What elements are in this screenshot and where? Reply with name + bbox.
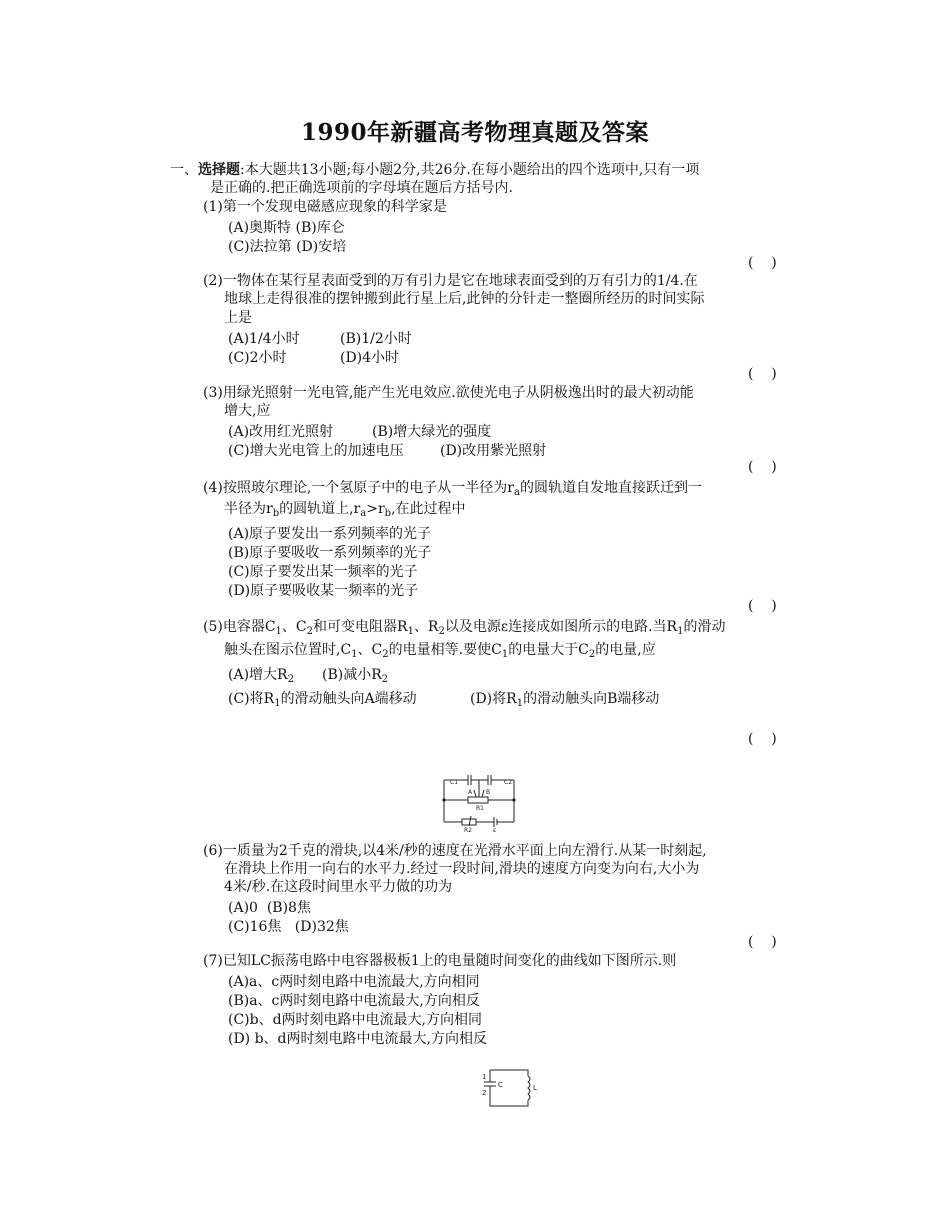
section-intro-cont: 是正确的.把正确选项前的字母填在题后方括号内. (210, 180, 513, 196)
fig5-label-b: B (486, 789, 491, 796)
q5-sub: 1 (274, 698, 281, 709)
fig5-label-c2: C2 (504, 779, 513, 786)
q4-option-a: (A)原子要发出一系列频率的光子 (228, 526, 432, 542)
section-heading (170, 161, 699, 179)
fig5-label-e: ε (493, 827, 497, 832)
q4-text: ,在此过程中 (391, 501, 466, 517)
q4-text: 半径为r (224, 501, 273, 517)
q2-stem-1: (2)一物体在某行星表面受到的万有引力是它在地球表面受到的万有引力的1/4.在 (203, 273, 698, 289)
q5-sub: 1 (407, 626, 414, 637)
q5-sub: 1 (501, 649, 509, 660)
q5-text: (B)减小R (322, 667, 382, 683)
q5-text: 和可变电阻器R (313, 619, 408, 635)
q2-option-c: (C)2小时 (228, 350, 287, 366)
q2-answer-bracket: ( ) (748, 366, 777, 382)
q7-lc-circuit-diagram (478, 1066, 540, 1110)
q7-option-b: (B)a、c两时刻电路中电流最大,方向相反 (228, 993, 480, 1009)
q3-answer-bracket: ( ) (748, 459, 777, 475)
q3-option-a: (A)改用红光照射 (228, 424, 334, 440)
q5-sub: 2 (381, 674, 389, 685)
q5-text: 的电量,应 (595, 642, 656, 658)
q4-sub: a (513, 487, 520, 498)
q7-option-d: (D) b、d两时刻电路中电流最大,方向相反 (228, 1031, 487, 1047)
q5-text: 的滑动触头向A端移动 (280, 691, 417, 707)
q5-stem-1 (203, 618, 725, 636)
q5-option-d (470, 688, 659, 708)
q5-option-b (322, 664, 388, 684)
q1-stem: (1)第一个发现电磁感应现象的科学家是 (203, 199, 447, 215)
q4-sub: a (360, 508, 367, 519)
q1-options-2: (C)法拉第 (D)安培 (228, 239, 347, 255)
fig7-label-plate2: 2 (482, 1089, 487, 1097)
q6-stem-3: 4米/秒.在这段时间里水平力做的功为 (224, 879, 453, 895)
fig7-label-l: L (533, 1084, 537, 1092)
q5-text: 以及电源ε连接成如图所示的电路.当R (444, 619, 678, 635)
q5-stem-2 (224, 641, 656, 659)
q7-option-c: (C)b、d两时刻电路中电流最大,方向相同 (228, 1012, 483, 1028)
q5-text: 、C (357, 642, 383, 658)
fig5-label-a: A (468, 789, 473, 796)
q5-sub: 1 (275, 626, 282, 637)
q7-stem: (7)已知LC振荡电路中电容器极板1上的电量随时间变化的曲线如下图所示.则 (203, 953, 677, 969)
q5-sub: 2 (588, 649, 596, 660)
q5-circuit-diagram (438, 770, 520, 832)
q4-text: >r (366, 501, 385, 517)
page-title: 1990年新疆高考物理真题及答案 (300, 119, 649, 146)
q2-stem-3: 上是 (224, 310, 252, 326)
q6-stem-1: (6)一质量为2千克的滑块,以4米/秒的速度在光滑水平面上向左滑行.从某一时刻起, (203, 843, 707, 859)
q6-options-1: (A)0 (B)8焦 (228, 900, 311, 916)
q5-sub: 2 (287, 674, 294, 685)
q3-option-b: (B)增大绿光的强度 (372, 424, 492, 440)
q4-answer-bracket: ( ) (748, 598, 777, 614)
q5-text: 的电量相等.要使C (388, 642, 502, 658)
q5-option-c (228, 688, 417, 708)
q5-text: 触头在图示位置时,C (224, 642, 352, 658)
q5-text: (C)将R (228, 691, 275, 707)
q4-stem-2 (224, 500, 466, 518)
q1-answer-bracket: ( ) (748, 255, 777, 271)
fig5-label-r1: R1 (476, 805, 484, 812)
q5-text: (D)将R (470, 691, 517, 707)
q5-text: (A)增大R (228, 667, 288, 683)
q5-option-a (228, 664, 294, 684)
q5-sub: 1 (351, 649, 358, 660)
q1-options-1: (A)奥斯特 (B)库仑 (228, 220, 345, 236)
q5-text: 的滑动触头向B端移动 (523, 691, 660, 707)
q6-answer-bracket: ( ) (748, 934, 777, 950)
q5-sub: 1 (677, 626, 684, 637)
q3-option-c: (C)增大光电管上的加速电压 (228, 443, 404, 459)
fig5-label-r2: R2 (464, 827, 472, 832)
q4-stem-1 (203, 479, 702, 497)
q5-text: 的滑动 (683, 619, 726, 635)
q2-stem-2: 地球上走得很准的摆钟搬到此行星上后,此钟的分针走一整圈所经历的时间实际 (224, 291, 705, 307)
q6-options-2: (C)16焦 (D)32焦 (228, 919, 349, 935)
q5-text: 、C (281, 619, 307, 635)
q3-option-d: (D)改用紫光照射 (440, 443, 547, 459)
q4-option-b: (B)原子要吸收一系列频率的光子 (228, 545, 432, 561)
q2-option-b: (B)1/2小时 (340, 331, 412, 347)
section-number: 一、 (170, 162, 198, 178)
q5-sub: 2 (438, 626, 445, 637)
q5-sub: 1 (516, 698, 524, 709)
q2-option-a: (A)1/4小时 (228, 331, 300, 347)
q3-stem-1: (3)用绿光照射一光电管,能产生光电效应.欲使光电子从阴极逸出时的最大初动能 (203, 385, 694, 401)
q6-stem-2: 在滑块上作用一向右的水平力.经过一段时间,滑块的速度方向变为向右,大小为 (224, 861, 700, 877)
q2-option-d: (D)4小时 (340, 350, 400, 366)
q5-sub: 2 (382, 649, 389, 660)
q4-text: 的圆轨道自发地直接跃迁到一 (519, 480, 702, 496)
q4-text: (4)按照玻尔理论,一个氢原子中的电子从一半径为r (203, 480, 514, 496)
section-title: 选择题 (198, 162, 240, 178)
q4-text: 的圆轨道上,r (279, 501, 361, 517)
q7-option-a: (A)a、c两时刻电路中电流最大,方向相同 (228, 974, 480, 990)
fig7-label-c: C (498, 1081, 503, 1089)
q5-text: 、R (413, 619, 439, 635)
fig5-label-c1: C1 (450, 779, 459, 786)
q5-text: (5)电容器C (203, 619, 276, 635)
q5-answer-bracket: ( ) (748, 731, 777, 747)
q4-sub: b (384, 508, 392, 519)
q5-text: 的电量大于C (508, 642, 589, 658)
q4-sub: b (272, 508, 280, 519)
q4-option-d: (D)原子要吸收某一频率的光子 (228, 583, 419, 599)
fig7-label-plate1: 1 (482, 1073, 487, 1081)
q5-sub: 2 (306, 626, 314, 637)
q4-option-c: (C)原子要发出某一频率的光子 (228, 564, 418, 580)
section-intro: :本大题共13小题;每小题2分,共26分.在每小题给出的四个选项中,只有一项 (240, 162, 700, 178)
q3-stem-2: 增大,应 (224, 403, 271, 419)
